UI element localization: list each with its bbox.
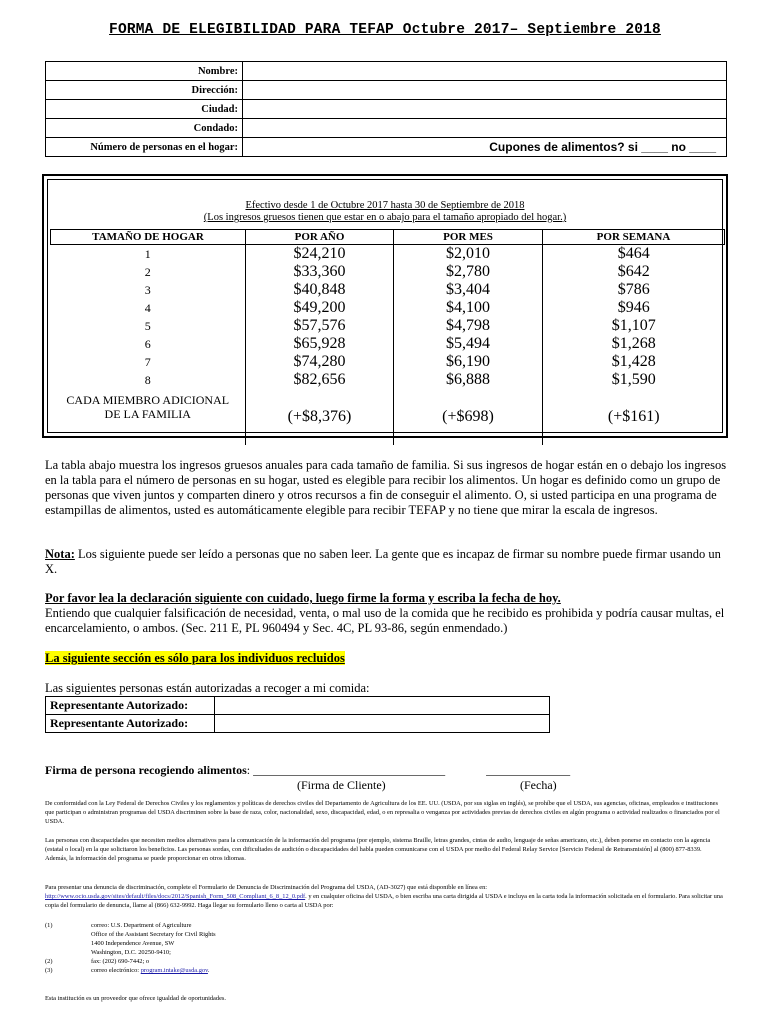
- rep-label-1: Representante Autorizado:: [46, 697, 215, 715]
- date-line[interactable]: ______________: [486, 763, 571, 777]
- header-per-month: POR MES: [394, 230, 543, 245]
- cupones-field[interactable]: Cupones de alimentos? si ____ no ____: [243, 138, 727, 157]
- per-year: $65,928: [246, 335, 394, 353]
- footer-equal-opportunity: Esta institución es un proveedor que ofrece igualdad de oportunidades.: [45, 995, 227, 1002]
- income-table: [50, 229, 725, 445]
- per-month: $2,780: [394, 263, 543, 281]
- authorized-reps-table: [45, 696, 550, 733]
- per-week: $786: [543, 281, 725, 299]
- household-size: 5: [144, 318, 151, 333]
- addr-3-text: correo electrónico:: [91, 967, 141, 974]
- income-guidelines-box: [42, 174, 728, 438]
- numero-personas-label: Número de personas en el hogar:: [46, 138, 243, 157]
- signature-label: Firma de persona recogiendo alimentos: [45, 763, 247, 777]
- ciudad-label: Ciudad:: [46, 100, 243, 119]
- additional-member-label: [51, 389, 246, 445]
- addr-3-end: .: [207, 967, 210, 974]
- addr-1-line4: Washington, D.C. 20250-9410;: [91, 949, 171, 956]
- income-note: (Los ingresos gruesos tienen que estar en o abajo para el tamaño apropiado del hogar.): [203, 212, 567, 223]
- table-row: [51, 245, 725, 264]
- table-row: [51, 353, 725, 371]
- authorized-text: Las siguientes personas están autorizadas a recoger a mi comida:: [45, 681, 370, 695]
- addr-3-line: [91, 966, 210, 975]
- condado-label: Condado:: [46, 119, 243, 138]
- per-year: $24,210: [246, 245, 394, 264]
- addr-1-num: (1): [45, 922, 53, 929]
- per-month: $6,190: [394, 353, 543, 371]
- per-month: $4,798: [394, 317, 543, 335]
- additional-member-label-line2: DE LA FAMILIA: [104, 407, 191, 421]
- legal-complaint-text-b: . y en cualquier oficina del USDA, o bien escriba una carta dirigida al USDA e incluya en la carta toda la información solicitada en el formulario. Para solicitar una copia del formulario de denuncia, llame al (866) 632-9992. Haga llegar su formulario lleno o carta al USDA por:: [45, 893, 723, 909]
- rep-label-2: Representante Autorizado:: [46, 715, 215, 733]
- condado-field[interactable]: [243, 119, 727, 138]
- effective-line: Efectivo desde 1 de Octubre 2017 hasta 30 de Septiembre de 2018: [245, 200, 525, 211]
- per-week: $1,268: [543, 335, 725, 353]
- header-household-size: TAMAÑO DE HOGAR: [51, 230, 246, 245]
- header-per-week: POR SEMANA: [543, 230, 725, 245]
- complaint-form-link[interactable]: http://www.ocio.usda.gov/sites/default/files/docs/2012/Spanish_Form_508_Compliant_6_8_12_0.pdf: [45, 893, 306, 900]
- addr-1-line1: correo: U.S. Department of Agriculture: [91, 922, 192, 929]
- per-year: $74,280: [246, 353, 394, 371]
- per-week: $464: [543, 245, 725, 264]
- per-year: $33,360: [246, 263, 394, 281]
- applicant-info-table: [45, 61, 727, 157]
- recluidos-label: La siguiente sección es sólo para los individuos recluidos: [45, 651, 345, 665]
- per-month: $6,888: [394, 371, 543, 389]
- per-week: $642: [543, 263, 725, 281]
- declaration-block: [45, 591, 735, 636]
- additional-per-month: (+$698): [394, 389, 543, 445]
- additional-per-week: (+$161): [543, 389, 725, 445]
- recluidos-section: [45, 651, 735, 666]
- nombre-label: Nombre:: [46, 62, 243, 81]
- income-table-header: [51, 230, 725, 245]
- per-year: $49,200: [246, 299, 394, 317]
- declaration-text: Entiendo que cualquier falsificación de necesidad, venta, o mal uso de la comida que he recibido es prohibida y podría causar multas, el encarcelamiento, o ambos. (Sec. 211 E, PL 960494 y Sec. 4C, PL 93-86, según enmendado.): [45, 606, 725, 635]
- nombre-field[interactable]: [243, 62, 727, 81]
- household-size: 7: [144, 354, 151, 369]
- per-month: $3,404: [394, 281, 543, 299]
- addr-1-line2: Office of the Assistant Secretary for Civil Rights: [91, 931, 216, 938]
- signature-line[interactable]: : ________________________________: [246, 763, 446, 777]
- per-year: $57,576: [246, 317, 394, 335]
- household-size: 4: [144, 300, 151, 315]
- additional-member-label-line1: CADA MIEMBRO ADICIONAL: [66, 393, 230, 407]
- additional-per-year: (+$8,376): [246, 389, 394, 445]
- effective-dates: [48, 200, 722, 224]
- table-row: [51, 371, 725, 389]
- household-size: 8: [144, 372, 151, 387]
- nota-paragraph: [45, 547, 735, 577]
- per-week: $1,107: [543, 317, 725, 335]
- per-year: $82,656: [246, 371, 394, 389]
- direccion-label: Dirección:: [46, 81, 243, 100]
- addr-3-num: (3): [45, 967, 53, 974]
- legal-nondiscrimination: De conformidad con la Ley Federal de Derechos Civiles y los reglamentos y políticas de derechos civiles del Departamento de Agricultura de los EE. UU. (USDA, por sus siglas en inglés), se prohíbe que el USDA, sus agencias, oficinas, empleados e instituciones que participan o administran programas del USDA discriminen sobre la base de raza, color, nacionalidad, sexo, discapacidad, edad, o en represalia o venganza por actividades previas de derechos civiles en algún programa o actividad realizados o financiados por el USDA.: [45, 800, 720, 825]
- table-row: [51, 335, 725, 353]
- per-week: $946: [543, 299, 725, 317]
- table-row: [51, 299, 725, 317]
- household-size: 1: [144, 246, 151, 261]
- table-row: [51, 263, 725, 281]
- nota-label: Nota:: [45, 547, 75, 561]
- legal-complaint: [45, 883, 725, 910]
- household-size: 2: [144, 264, 151, 279]
- legal-disabilities: Las personas con discapacidades que necesiten medios alternativos para la comunicación de la información del programa (por ejemplo, sistema Braille, letras grandes, cintas de audio, lenguaje de señas americano, etc.), deben ponerse en contacto con la agencia (estatal o local) en la que solicitaron los beneficios. Las personas sordas, con dificultades de audición o discapacidades del habla pueden comunicarse con el USDA por medio del Federal Relay Service [Servicio Federal de Retransmisión] al (800) 877-8339. Además, la información del programa se puede proporcionar en otros idiomas.: [45, 837, 711, 862]
- per-month: $2,010: [394, 245, 543, 264]
- per-month: $5,494: [394, 335, 543, 353]
- ciudad-field[interactable]: [243, 100, 727, 119]
- email-link[interactable]: program.intake@usda.gov: [140, 967, 208, 974]
- legal-complaint-text-a: Para presentar una denuncia de discriminación, complete el Formulario de Denuncia de Discriminación del Programa del USDA, (AD-3027) que está disponible en línea en:: [45, 884, 488, 891]
- nota-text: Los siguiente puede ser leído a personas que no saben leer. La gente que es incapaz de firmar su nombre puede firmar usando un X.: [45, 547, 721, 576]
- fecha-caption: (Fecha): [520, 778, 557, 792]
- per-month: $4,100: [394, 299, 543, 317]
- addr-2-num: (2): [45, 958, 53, 965]
- rep-field-2[interactable]: [215, 715, 550, 733]
- firma-cliente-caption: (Firma de Cliente): [297, 778, 386, 792]
- page-title: FORMA DE ELEGIBILIDAD PARA TEFAP Octubre 2017– Septiembre 2018: [109, 22, 661, 38]
- header-per-year: POR AÑO: [246, 230, 394, 245]
- rep-field-1[interactable]: [215, 697, 550, 715]
- table-row: [51, 281, 725, 299]
- direccion-field[interactable]: [243, 81, 727, 100]
- per-week: $1,428: [543, 353, 725, 371]
- declaration-heading: Por favor lea la declaración siguiente con cuidado, luego firme la forma y escriba la fecha de hoy.: [45, 591, 561, 605]
- eligibility-paragraph: La tabla abajo muestra los ingresos gruesos anuales para cada tamaño de familia. Si sus ingresos de hogar están en o debajo los ingresos en la tabla para el número de personas en su hogar, usted es elegible para recibir los alimentos. Un hogar es definido como un grupo de personas que viven juntos y comparten dinero y otros recursos a fin de conseguir el alimento. O, si usted participa en una programa de estampillas de alimentos, usted es automáticamente elegible para recibir TEFAP y no tiene que mirar la escala de ingresos.: [45, 458, 727, 517]
- table-row: [51, 317, 725, 335]
- per-week: $1,590: [543, 371, 725, 389]
- household-size: 6: [144, 336, 151, 351]
- addr-2-text: fax: (202) 690-7442; o: [91, 958, 150, 965]
- signature-row: [45, 763, 570, 778]
- addr-1-line3: 1400 Independence Avenue, SW: [91, 940, 175, 947]
- table-row-additional-member: [51, 389, 725, 445]
- household-size: 3: [144, 282, 151, 297]
- per-year: $40,848: [246, 281, 394, 299]
